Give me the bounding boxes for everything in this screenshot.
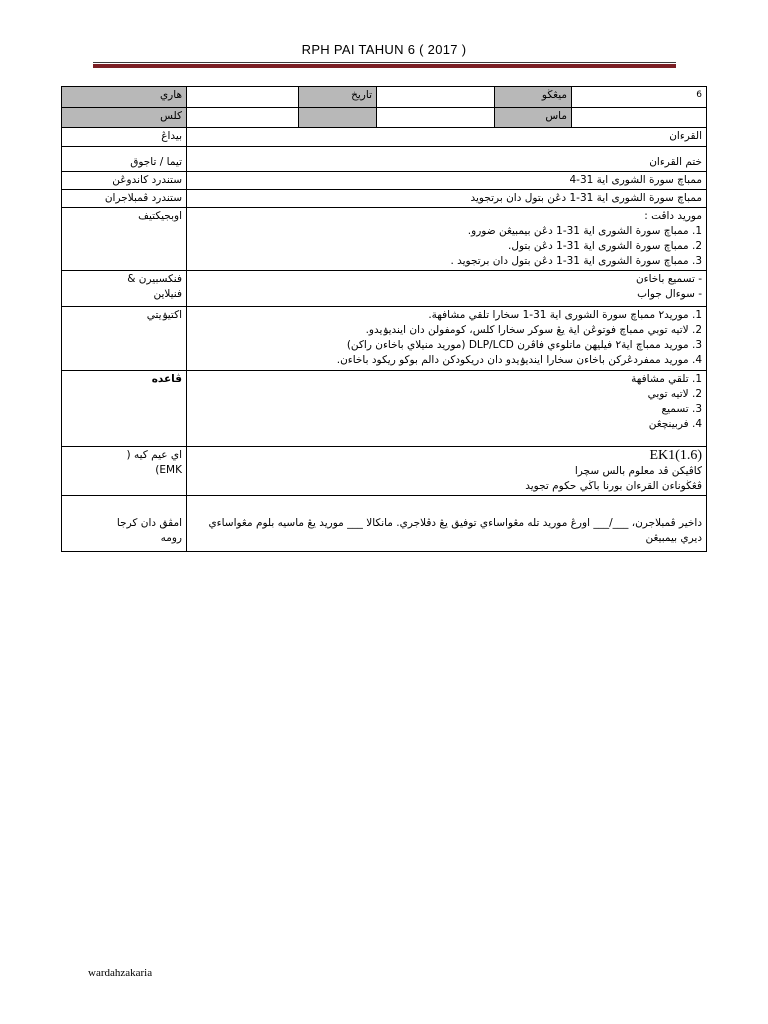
bidang-label: بيداڠ: [62, 128, 187, 147]
table-row: [62, 172, 707, 190]
table-row: [62, 371, 707, 447]
kemahiran-content: [187, 271, 707, 307]
table-row: [62, 190, 707, 208]
kaedah-item: 4. فربينچڠن: [648, 418, 702, 430]
kemahiran-label-cell: [62, 271, 187, 307]
table-row: [62, 108, 707, 128]
hari-label: هاري: [62, 87, 187, 108]
tema-value: ختم القرءان: [187, 147, 707, 172]
masa-value: [572, 108, 707, 128]
emk-label-2: EMK): [155, 464, 182, 476]
aktiviti-item: 3. موريد ممباچ اية٢ فيليهن ماتلوءي فاڤرن DLP/LCD (موريد منيلاي باخاءن راكن): [346, 339, 702, 351]
emk-label: اي عيم كيه (: [126, 449, 182, 461]
minggu-label: ميڠڬو: [495, 87, 572, 108]
table-row: [62, 496, 707, 552]
impak-label-2: رومه: [160, 532, 182, 544]
kemahiran-label: فنكسبيرن &: [127, 273, 182, 285]
emk-line: كاڤيكن ڤد معلوم بالس سچرا: [574, 465, 702, 477]
objektif-item: 3. ممباچ سورة الشورى اية 31-1 دڠن بتول دان برتجويد .: [450, 255, 702, 267]
aktiviti-item: 1. موريد٢ ممباچ سورة الشورى اية 31-1 سخارا تلقي مشافهة.: [428, 309, 702, 321]
kemahiran-item: - سوءال جواب: [637, 288, 702, 300]
impak-label: امڤق دان كرجا: [116, 517, 182, 529]
kemahiran-item: - تسميع باخاءن: [635, 273, 702, 285]
sk-value: ممباچ سورة الشورى اية 31-4: [187, 172, 707, 190]
table-row: [62, 128, 707, 147]
minggu-value: 6: [572, 87, 707, 108]
kelas-value: [187, 108, 299, 128]
header-rule-thin: [93, 62, 676, 63]
row2-gray-cell: [299, 108, 377, 128]
kaedah-label: ڤاعده: [62, 371, 187, 447]
kelas-label: كلس: [62, 108, 187, 128]
tarikh-value: [377, 87, 495, 108]
emk-content: [187, 447, 707, 496]
emk-code: EK1(1.6): [649, 448, 702, 463]
sp-value: ممباچ سورة الشورى اية 31-1 دڠن بتول دان برتجويد: [187, 190, 707, 208]
table-row: [62, 307, 707, 371]
tema-label: تيما / تاجوق: [62, 147, 187, 172]
document-header-title: RPH PAI TAHUN 6 ( 2017 ): [301, 42, 467, 57]
aktiviti-content: [187, 307, 707, 371]
kemahiran-label-2: فنيلاين: [153, 288, 182, 300]
tarikh-label: تاريخ: [299, 87, 377, 108]
objektif-item: 2. ممباچ سورة الشورى اية 31-1 دڠن بتول.: [508, 240, 702, 252]
objektif-item: 1. ممباچ سورة الشورى اية 31-1 دڠن بيمبيڠن ضورو.: [467, 225, 702, 237]
hari-value: [187, 87, 299, 108]
bidang-value: القرءان: [187, 128, 707, 147]
sk-label: ستندرد كاندوڠن: [62, 172, 187, 190]
impak-text: داخير ڤمبلاجرن، ___/___ اورڠ موريد تله مڠواساءي توفيق يڠ دڤلاجري. مانكالا ___ موريد يڠ ماسيه بلوم مڠواساءي ديري بيمبيڠن: [187, 496, 707, 552]
table-row: [62, 271, 707, 307]
kaedah-item: 2. لاتيه توبي: [647, 388, 702, 400]
aktiviti-label: اكتيۏيتي: [62, 307, 187, 371]
objektif-label: اوبجيكتيف: [62, 208, 187, 271]
aktiviti-item: 2. لاتيه توبي ممباچ فوتوڠن اية يڠ سوكر سخارا كلس، كومفولن دان اينديۏيدو.: [365, 324, 702, 336]
sp-label: ستندرد ڤمبلاجران: [62, 190, 187, 208]
header-rule-thick: [93, 64, 676, 68]
aktiviti-item: 4. موريد ممفردڠركن باخاءن سخارا اينديۏيدو دان دريكودكن دالم بوكو ريكود باخاءن.: [336, 354, 702, 366]
footer-author: wardahzakaria: [88, 967, 153, 979]
emk-label-cell: [62, 447, 187, 496]
impak-label-cell: [62, 496, 187, 552]
table-row: [62, 447, 707, 496]
kaedah-item: 1. تلقي مشافهة: [631, 373, 702, 385]
masa-label: ماس: [495, 108, 572, 128]
kaedah-item: 3. تسميع: [661, 403, 702, 415]
objektif-intro: موريد داڤت :: [644, 210, 702, 222]
kaedah-content: [187, 371, 707, 447]
table-row: [62, 208, 707, 271]
emk-line: ڤڠڬوناءن القرءان بورنا باڬي حكوم تجويد: [525, 480, 702, 492]
table-row: [62, 147, 707, 172]
row2-empty-cell: [377, 108, 495, 128]
lesson-plan-table: [61, 86, 707, 552]
objektif-content: [187, 208, 707, 271]
table-row: [62, 87, 707, 108]
